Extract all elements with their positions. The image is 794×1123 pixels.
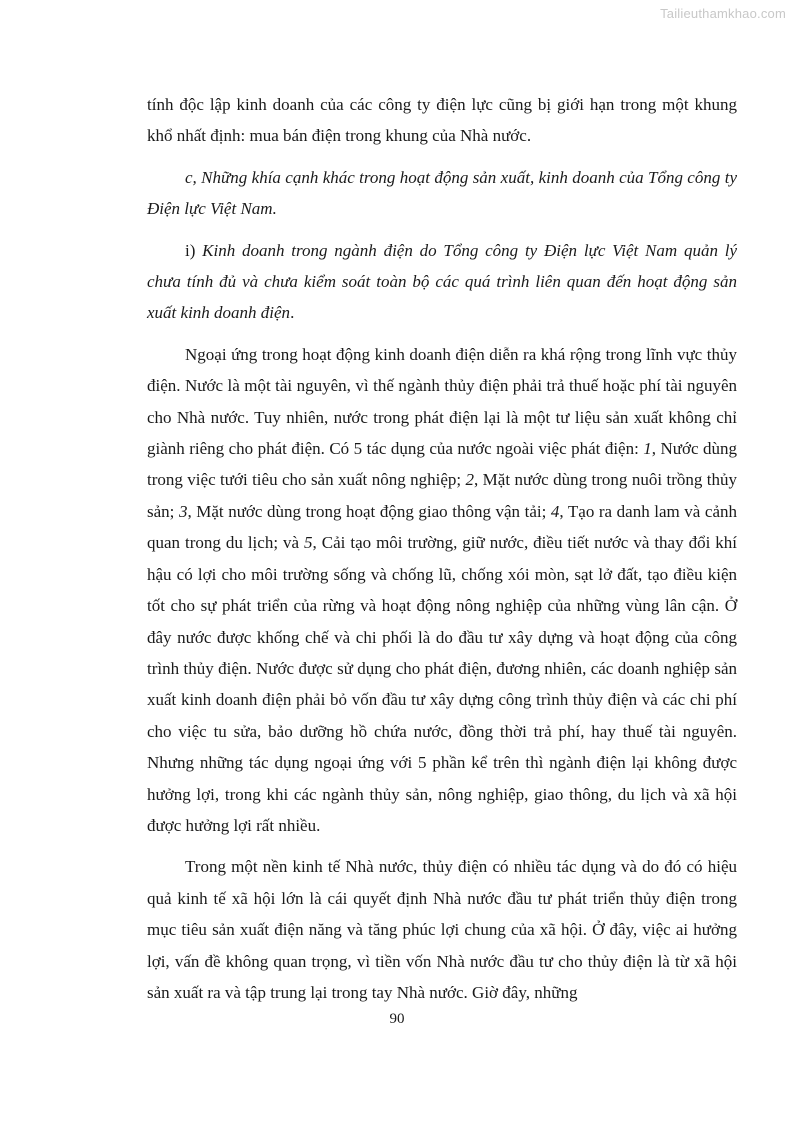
- text-run: , Nước dùng trong việc tưới tiêu cho sản xuất nông nghiệp;: [147, 439, 737, 490]
- paragraph-state-economy: Trong một nền kinh tế Nhà nước, thủy điện có nhiều tác dụng và do đó có hiệu quả kinh tế xã hội lớn là cái quyết định Nhà nước đầu tư phát triển thủy điện trong mục tiêu sản xuất điện năng và tăng phúc lợi chung của xã hội. Ở đây, việc ai hưởng lợi, vấn đề không quan trọng, vì tiền vốn Nhà nước đầu tư cho thủy điện là từ xã hội sản xuất ra và tập trung lại trong tay Nhà nước. Giờ đây, những: [147, 857, 737, 1002]
- list-number: 2: [465, 470, 475, 490]
- text-run: , Tạo ra danh lam và cảnh quan trong du lịch; và: [147, 501, 737, 553]
- subsection-prefix: i): [185, 240, 203, 260]
- list-number: 3: [178, 501, 188, 521]
- text-run: , Cải tạo môi trường, giữ nước, điều tiết nước và thay đổi khí hậu có lợi cho môi trường sống và chống lũ, chống xói mòn, sạt lở đất, tạo điều kiện tốt cho sự phát triển của rừng và hoạt động nông nghiệp của những vùng lân cận. Ở đây nước được khống chế và chi phối là do đầu tư xây dựng và hoạt động của công trình thủy điện. Nước được sử dụng cho phát điện, đương nhiên, các doanh nghiệp sản xuất kinh doanh điện phải bỏ vốn đầu tư xây dựng công trình thủy điện và các chi phí cho việc tu sửa, bảo dưỡng hồ chứa nước, đồng thời trả phí, hay thuế tài nguyên. Nhưng những tác dụng ngoại ứng với 5 phần kể trên thì ngành điện lại không được hưởng lợi, trong khi các ngành thủy sản, nông nghiệp, giao thông, du lịch và xã hội được hưởng lợi rất nhiều.: [147, 533, 737, 835]
- text-run: , Mặt nước dùng trong nuôi trồng thủy sản;: [147, 470, 737, 521]
- document-body: [147, 89, 737, 1008]
- paragraph-externalities: [147, 339, 737, 842]
- section-heading-c: c, Những khía cạnh khác trong hoạt động sản xuất, kinh doanh của Tổng công ty Điện lực Việt Nam.: [147, 167, 737, 219]
- page-number: 90: [389, 1011, 405, 1027]
- text-run: , Mặt nước dùng trong hoạt động giao thông vận tải;: [187, 501, 551, 521]
- paragraph-continuation: tính độc lập kinh doanh của các công ty điện lực cũng bị giới hạn trong một khung khổ nhất định: mua bán điện trong khung của Nhà nước.: [147, 95, 737, 146]
- list-number: 1: [643, 439, 652, 459]
- subsection-heading-i: [147, 235, 737, 329]
- list-number: 5: [304, 533, 313, 553]
- watermark: Tailieuthamkhao.com: [660, 6, 786, 21]
- subsection-title: Kinh doanh trong ngành điện do Tổng công ty Điện lực Việt Nam quản lý chưa tính đủ và chưa kiểm soát toàn bộ các quá trình liên quan đến hoạt động sản xuất kinh doanh điện: [147, 240, 737, 323]
- subsection-period: .: [290, 303, 295, 323]
- list-number: 4: [550, 501, 560, 521]
- text-run: Ngoại ứng trong hoạt động kinh doanh điện diễn ra khá rộng trong lĩnh vực thủy điện. Nước là một tài nguyên, vì thế ngành thủy điện phải trả thuế hoặc phí tài nguyên cho Nhà nước. Tuy nhiên, nước trong phát điện lại là một tư liệu sản xuất không chỉ giành riêng cho phát điện. Có 5 tác dụng của nước ngoài việc phát điện:: [147, 344, 737, 459]
